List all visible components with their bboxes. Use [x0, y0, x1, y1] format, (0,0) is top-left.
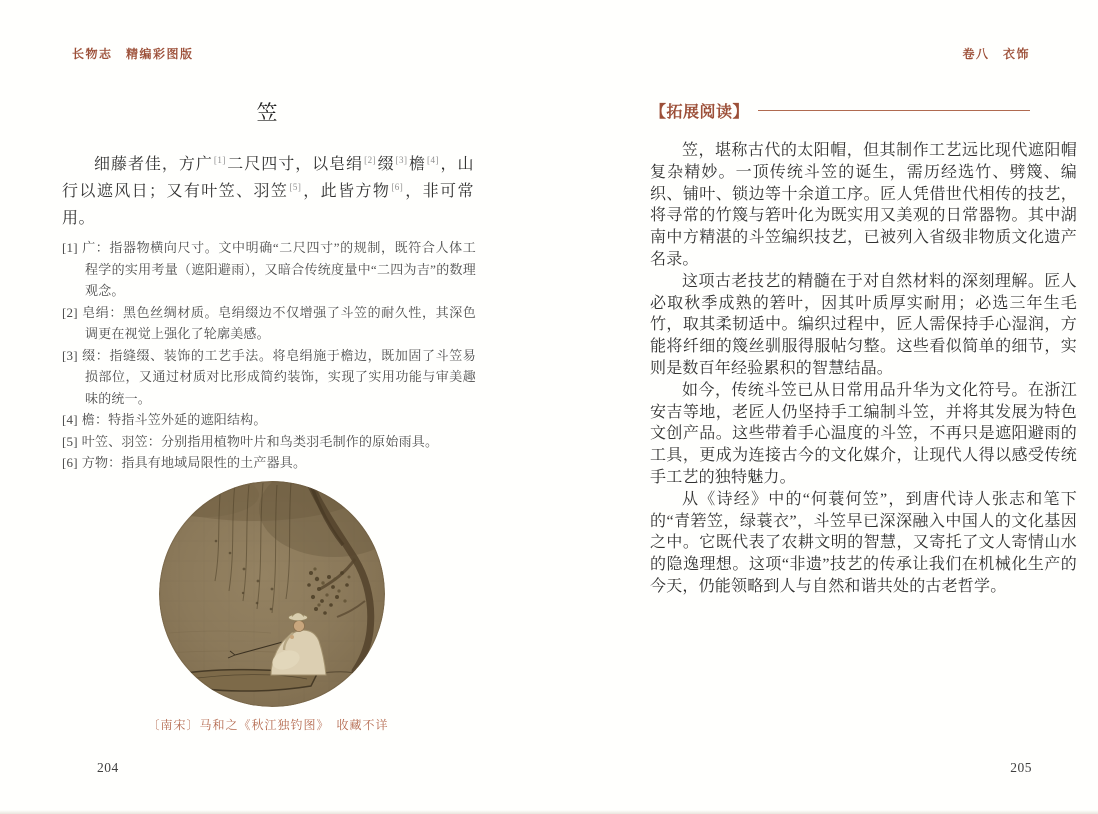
body-text: 细藤者佳，方广[1]二尺四寸，以皂绢[2]缀[3]檐[4]，山行以遮风日；又有叶笠、羽笠[5]，此皆方物[6]，非可常用。 — [62, 154, 474, 227]
footnote-marker: [1] — [62, 240, 78, 255]
painting-autumn-river-fishing — [159, 481, 385, 707]
footnote-marker: [4] — [62, 412, 78, 427]
footnote-ref: [6] — [391, 181, 404, 192]
painting-caption: 〔南宋〕马和之《秋江独钓图》 收藏不详 — [147, 718, 389, 732]
footnote-ref: [3] — [395, 154, 408, 165]
running-header-right: 卷八 衣饰 — [962, 47, 1030, 61]
extended-reading-header — [650, 99, 1076, 122]
chapter-title: 笠 — [256, 101, 280, 125]
footnote: [1] 广：指器物横向尺寸。文中明确“二尺四寸”的规制，既符合人体工程学的实用考量（遮阳避雨），又暗合传统度量中“二四为吉”的数理观念。 — [62, 240, 476, 298]
footnote-ref: [2] — [364, 154, 377, 165]
extended-reading-paragraphs — [650, 140, 1077, 598]
extended-reading-paragraph: 从《诗经》中的“何蓑何笠”，到唐代诗人张志和笔下的“青箬笠，绿蓑衣”，斗笠早已深深融入中国人的文化基因之中。它既代表了农耕文明的智慧，又寄托了文人寄情山水的隐逸理想。这项“非遗”技艺的传承让我们在机械化生产的今天，仍能领略到人与自然和谐共处的古老哲学。 — [650, 490, 1077, 595]
footnote-marker: [6] — [62, 455, 78, 470]
footnote: [5] 叶笠、羽笠：分别指用植物叶片和鸟类羽毛制作的原始雨具。 — [62, 433, 439, 449]
footnote-ref: [5] — [289, 181, 302, 192]
footnote-list — [62, 237, 476, 474]
page-bottom-edge — [0, 810, 1098, 814]
footnote-ref: [4] — [427, 154, 439, 165]
painting-artwork — [159, 481, 385, 707]
footnote: [2] 皂绢：黑色丝绸材质。皂绢缀边不仅增强了斗笠的耐久性，其深色调更在视觉上强化了轮廓美感。 — [62, 304, 476, 341]
footnote-marker: [3] — [62, 347, 78, 363]
page-number-right: 205 — [1010, 760, 1032, 775]
footnote: [4] 檐：特指斗笠外延的遮阳结构。 — [62, 412, 267, 427]
extended-reading-paragraph: 如今，传统斗笠已从日常用品升华为文化符号。在浙江安吉等地，老匠人仍坚持手工编制斗笠，并将其发展为特色文创产品。这些带着手心温度的斗笠，不再只是遮阳避雨的工具，更成为连接古今的文化媒介，让现代人得以感受传统手工艺的独特魅力。 — [650, 381, 1077, 486]
section-rule — [758, 110, 1030, 111]
extended-reading-paragraph: 笠，堪称古代的太阳帽，但其制作工艺远比现代遮阳帽复杂精妙。一顶传统斗笠的诞生，需历经选竹、劈篾、编织、铺叶、锁边等十余道工序。匠人凭借世代相传的技艺，将寻常的竹篾与箬叶化为既实用又美观的日常器物。其中湖南中方精湛的斗笠编织技艺，已被列入省级非物质文化遗产名录。 — [650, 142, 1077, 268]
extended-reading-paragraph: 这项古老技艺的精髓在于对自然材料的深刻理解。匠人必取秋季成熟的箬叶，因其叶质厚实耐用；必选三年生毛竹，取其柔韧适中。编织过程中，匠人需保持手心湿润，方能将纤细的篾丝驯服得服帖匀整。这些看似简单的细节，实则是数百年经验累积的智慧结晶。 — [650, 272, 1077, 377]
footnote-marker: [2] — [62, 304, 78, 320]
footnote-ref: [1] — [213, 154, 226, 165]
running-header-left: 长物志 精编彩图版 — [72, 47, 194, 61]
extended-reading-title: 【拓展阅读】 — [650, 104, 750, 121]
footnote-marker: [5] — [62, 433, 78, 449]
footnote: [6] 方物：指具有地域局限性的土产器具。 — [62, 455, 307, 470]
page-number-left: 204 — [97, 760, 119, 775]
footnote: [3] 缀：指缝缀、装饰的工艺手法。将皂绢施于檐边，既加固了斗笠易损部位，又通过材质对比形成简约装饰，实现了实用功能与审美趣味的统一。 — [62, 347, 476, 406]
